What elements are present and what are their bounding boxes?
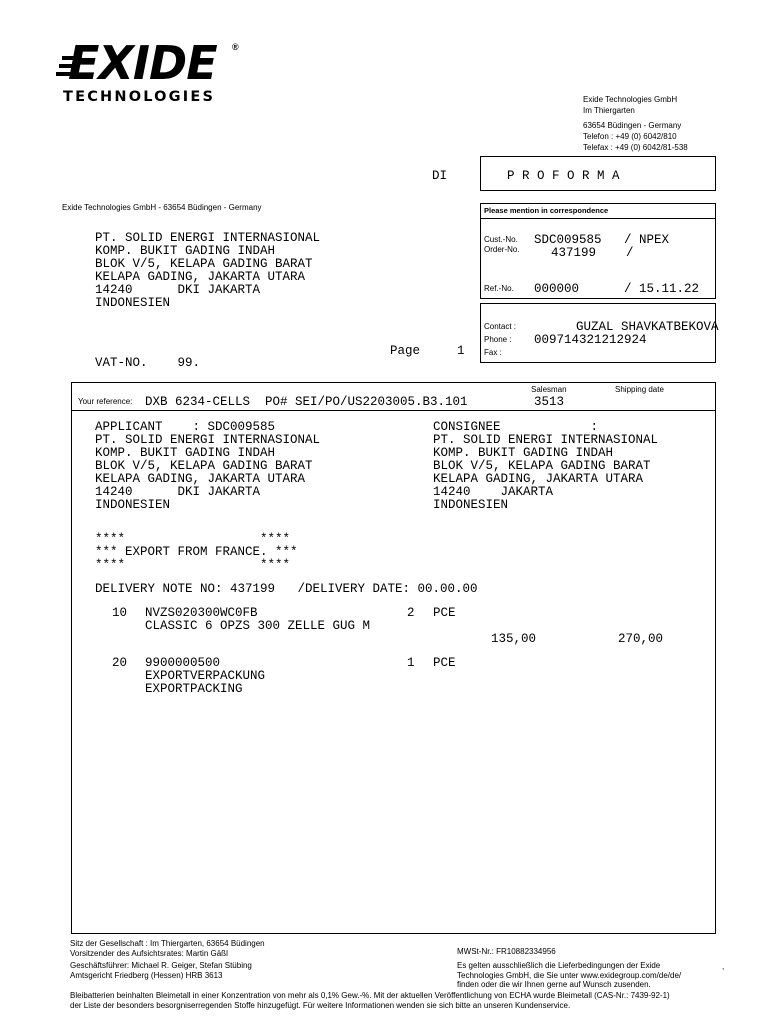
salesman-value: 3513: [534, 395, 565, 409]
mention-header: [481, 204, 715, 219]
applicant-line: KOMP. BUKIT GADING INDAH: [95, 446, 276, 460]
consignee-line: KOMP. BUKIT GADING INDAH: [433, 446, 614, 460]
applicant-line: BLOK V/5, KELAPA GADING BARAT: [95, 459, 313, 473]
reference-row: [72, 383, 715, 411]
footer-left: [70, 939, 265, 980]
phone-value: 009714321212924: [534, 333, 647, 347]
fax-label: Fax :: [484, 348, 502, 357]
export-note-line: **** ****: [95, 532, 291, 546]
logo-word: EXIDE: [68, 36, 217, 90]
doc-type-box: [480, 156, 716, 191]
consignee-line: CONSIGNEE :: [433, 420, 599, 434]
item-quantity: 1: [407, 656, 415, 670]
item-unit: PCE: [433, 606, 456, 620]
applicant-line: PT. SOLID ENERGI INTERNASIONAL: [95, 433, 321, 447]
your-reference-value: DXB 6234-CELLS PO# SEI/PO/US2203005.B3.101: [145, 395, 468, 409]
item-description: EXPORTPACKING: [145, 682, 243, 696]
references-box: [480, 203, 716, 299]
exide-logo: [56, 36, 256, 108]
footer-line: Geschäftsführer: Michael R. Geiger, Stefan Stübing: [70, 961, 252, 970]
doc-prefix: DI: [432, 169, 448, 183]
your-reference-label: Your reference:: [78, 397, 133, 406]
consignee-line: 14240 JAKARTA: [433, 485, 554, 499]
recipient-line: PT. SOLID ENERGI INTERNASIONAL: [95, 231, 321, 245]
address-line: 63654 Büdingen - Germany: [583, 121, 682, 130]
applicant-line: INDONESIEN: [95, 498, 171, 512]
address-line: Telefax : +49 (0) 6042/81-538: [583, 143, 688, 152]
applicant-block: [95, 421, 320, 512]
footer-terms: [457, 961, 681, 990]
terms-line: Es gelten ausschließlich die Lieferbedingungen der Exide: [457, 961, 661, 970]
consignee-line: PT. SOLID ENERGI INTERNASIONAL: [433, 433, 659, 447]
salesman-label: Salesman: [531, 385, 567, 394]
mention-text: Please mention in correspondence: [484, 206, 609, 215]
phone-label: Phone :: [484, 335, 512, 344]
contact-box: [480, 303, 719, 363]
applicant-line: KELAPA GADING, JAKARTA UTARA: [95, 472, 306, 486]
consignee-line: BLOK V/5, KELAPA GADING BARAT: [433, 459, 651, 473]
footer-line: Amtsgericht Friedberg (Hessen) HRB 3613: [70, 970, 223, 980]
recipient-line: INDONESIEN: [95, 296, 171, 310]
applicant-line: APPLICANT : SDC009585: [95, 420, 276, 434]
order-no-label: Order-No.: [484, 245, 520, 254]
page-number: 1: [457, 344, 465, 358]
terms-line: Technologies GmbH, die Sie unter www.exidegroup.com/de/de/: [457, 970, 682, 980]
item-code: 9900000500: [145, 656, 221, 670]
ref-no-label: Ref.-No.: [484, 284, 514, 293]
footer-line: Sitz der Gesellschaft : Im Thiergarten, 63654 Büdingen: [70, 939, 265, 948]
footer-bottom: [70, 991, 670, 1010]
export-note-line: *** EXPORT FROM FRANCE. ***: [95, 545, 298, 559]
item-unit-price: 135,00: [491, 632, 537, 646]
address-line: Im Thiergarten: [583, 106, 635, 115]
bottom-line: der Liste der besonders besorgniserregenden Stoffe hinzugefügt. Für weitere Informationen wenden sie sich bitte an unseren Kundenservice.: [70, 1000, 571, 1010]
export-note: [95, 533, 298, 572]
contact-label: Contact :: [484, 322, 517, 331]
line-item: [72, 607, 715, 647]
item-quantity: 2: [407, 606, 415, 620]
logo-technologies: TECHNOLOGIES: [63, 89, 216, 105]
vat-number: VAT-NO. 99.: [95, 356, 201, 370]
contact-value: GUZAL SHAVKATBEKOVA: [576, 320, 719, 334]
order-no-value: 437199 /: [551, 246, 634, 260]
applicant-line: 14240 DKI JAKARTA: [95, 485, 261, 499]
item-unit: PCE: [433, 656, 456, 670]
recipient-address: [95, 232, 320, 310]
terms-mark: ,: [722, 962, 725, 971]
doc-type: P R O F O R M A: [507, 169, 620, 183]
terms-line: finden oder die wir Ihnen gerne auf Wunsch zusenden.: [457, 980, 651, 989]
sender-line: Exide Technologies GmbH - 63654 Büdingen - Germany: [62, 203, 262, 212]
item-code: NVZS020300WC0FB: [145, 606, 258, 620]
consignee-line: INDONESIEN: [433, 498, 509, 512]
item-description: EXPORTVERPACKUNG: [145, 669, 266, 683]
cust-no-value: SDC009585 / NPEX: [534, 233, 670, 247]
company-address: [583, 94, 688, 153]
registered-mark: ®: [232, 42, 239, 52]
cust-no-label: Cust.-No.: [484, 235, 518, 244]
recipient-line: KELAPA GADING, JAKARTA UTARA: [95, 270, 306, 284]
address-line: Telefon : +49 (0) 6042/810: [583, 132, 677, 141]
address-line: Exide Technologies GmbH: [583, 95, 678, 104]
consignee-line: KELAPA GADING, JAKARTA UTARA: [433, 472, 644, 486]
item-total: 270,00: [618, 632, 664, 646]
consignee-block: [433, 421, 658, 512]
line-item: [72, 657, 715, 699]
item-position: 20: [112, 656, 128, 670]
recipient-line: BLOK V/5, KELAPA GADING BARAT: [95, 257, 313, 271]
recipient-line: KOMP. BUKIT GADING INDAH: [95, 244, 276, 258]
shipping-date-label: Shipping date: [615, 385, 664, 394]
page-label: Page: [390, 344, 421, 358]
vat-id: MWSt-Nr.: FR10882334956: [457, 947, 556, 956]
item-position: 10: [112, 606, 128, 620]
export-note-line: **** ****: [95, 558, 291, 572]
main-body-box: [71, 382, 716, 934]
bottom-line: Bleibatterien beinhalten Bleimetall in einer Konzentration von mehr als 0,1% Gew.-%. Mit der aktuellen Veröffentlichung von ECHA wurde Bleimetall (CAS-Nr.: 7439-92-1): [70, 991, 670, 1000]
item-description: CLASSIC 6 OPZS 300 ZELLE GUG M: [145, 619, 371, 633]
footer-line: Vorsitzender des Aufsichtsrates: Martin Gäßl: [70, 948, 228, 958]
recipient-line: 14240 DKI JAKARTA: [95, 283, 261, 297]
ref-no-value: 000000 / 15.11.22: [534, 282, 700, 296]
delivery-note: DELIVERY NOTE NO: 437199 /DELIVERY DATE: 00.00.00: [95, 582, 478, 596]
